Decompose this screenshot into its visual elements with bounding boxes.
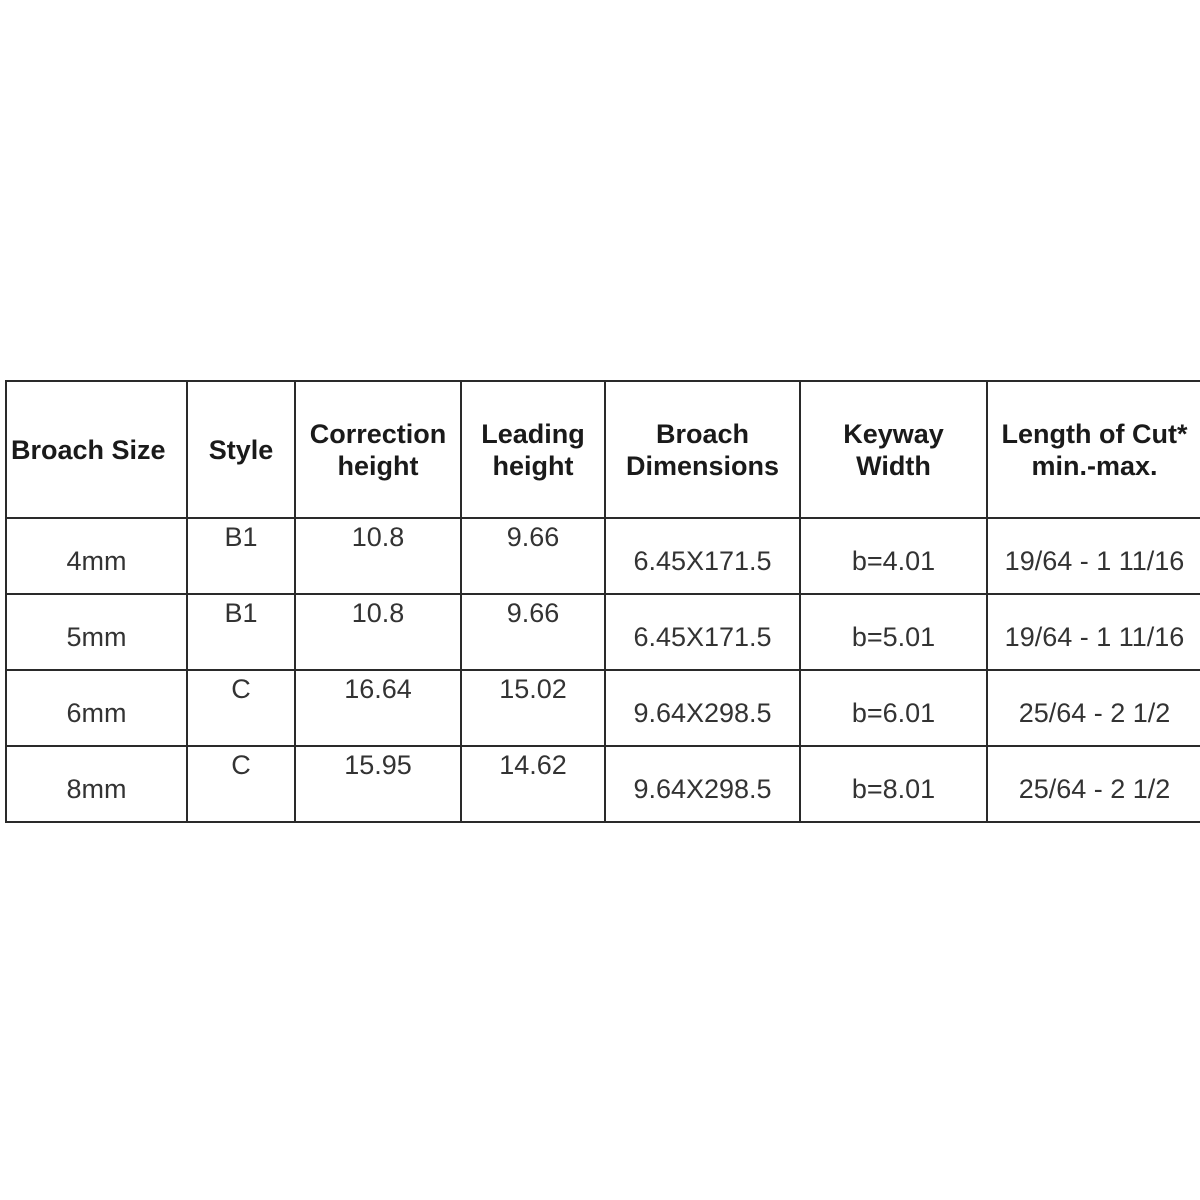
header-label-line2: Dimensions xyxy=(625,450,780,481)
table-row xyxy=(6,518,1200,594)
header-length-of-cut xyxy=(987,381,1200,518)
table-row xyxy=(6,594,1200,670)
header-label-line2: min.-max. xyxy=(1031,450,1158,481)
cell-length-of-cut: 25/64 - 2 1/2 xyxy=(987,670,1200,746)
broach-spec-table xyxy=(5,380,1200,823)
cell-leading-height: 14.62 xyxy=(461,746,605,822)
cell-keyway-width: b=4.01 xyxy=(800,518,987,594)
header-label: Broach Size xyxy=(11,434,166,465)
cell-style: C xyxy=(187,670,295,746)
cell-keyway-width: b=8.01 xyxy=(800,746,987,822)
cell-broach-dimensions: 9.64X298.5 xyxy=(605,746,800,822)
cell-correction-height: 10.8 xyxy=(295,518,461,594)
cell-correction-height: 15.95 xyxy=(295,746,461,822)
header-broach-size xyxy=(6,381,187,518)
cell-correction-height: 16.64 xyxy=(295,670,461,746)
cell-broach-size: 4mm xyxy=(6,518,187,594)
header-keyway-width xyxy=(800,381,987,518)
cell-keyway-width: b=6.01 xyxy=(800,670,987,746)
cell-style: C xyxy=(187,746,295,822)
cell-broach-size: 8mm xyxy=(6,746,187,822)
cell-leading-height: 9.66 xyxy=(461,518,605,594)
cell-leading-height: 9.66 xyxy=(461,594,605,670)
header-leading-height xyxy=(461,381,605,518)
header-label-line2: height xyxy=(492,450,574,481)
header-label-line1: Keyway xyxy=(843,418,944,449)
header-broach-dimensions xyxy=(605,381,800,518)
header-label-line2: height xyxy=(337,450,419,481)
header-label-line1: Leading xyxy=(481,418,585,449)
cell-broach-dimensions: 6.45X171.5 xyxy=(605,594,800,670)
table-header-row xyxy=(6,381,1200,518)
cell-length-of-cut: 19/64 - 1 11/16 xyxy=(987,594,1200,670)
cell-keyway-width: b=5.01 xyxy=(800,594,987,670)
header-label-line1: Broach xyxy=(655,418,750,449)
cell-length-of-cut: 19/64 - 1 11/16 xyxy=(987,518,1200,594)
header-label-line1: Correction xyxy=(309,418,447,449)
table-row xyxy=(6,670,1200,746)
header-label-line1: Length of Cut* xyxy=(1001,418,1188,449)
cell-style: B1 xyxy=(187,594,295,670)
header-label-line2: Width xyxy=(856,450,931,481)
table-row xyxy=(6,746,1200,822)
cell-length-of-cut: 25/64 - 2 1/2 xyxy=(987,746,1200,822)
header-correction-height xyxy=(295,381,461,518)
cell-correction-height: 10.8 xyxy=(295,594,461,670)
header-style xyxy=(187,381,295,518)
cell-broach-dimensions: 6.45X171.5 xyxy=(605,518,800,594)
cell-broach-size: 5mm xyxy=(6,594,187,670)
cell-leading-height: 15.02 xyxy=(461,670,605,746)
cell-broach-dimensions: 9.64X298.5 xyxy=(605,670,800,746)
cell-style: B1 xyxy=(187,518,295,594)
cell-broach-size: 6mm xyxy=(6,670,187,746)
header-label: Style xyxy=(208,434,274,465)
